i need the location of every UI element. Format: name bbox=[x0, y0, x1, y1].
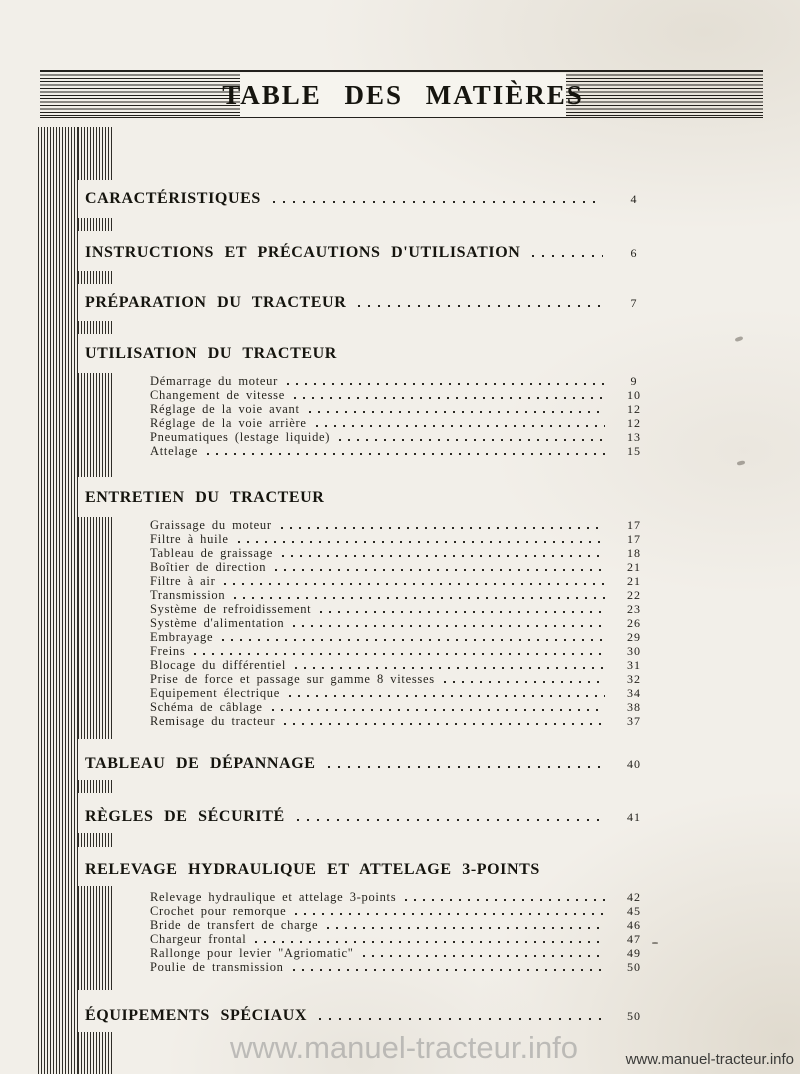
dotted-leader bbox=[319, 1018, 603, 1020]
toc-main-entry bbox=[85, 755, 655, 773]
subentry-title: Poulie de transmission bbox=[150, 960, 284, 974]
subentry-title: Blocage du différentiel bbox=[150, 658, 287, 672]
page-title-box bbox=[222, 73, 584, 117]
dotted-leader bbox=[273, 201, 603, 203]
section-title: RÈGLES DE SÉCURITÉ bbox=[85, 808, 285, 825]
dotted-leader bbox=[224, 583, 605, 585]
toc-section bbox=[85, 861, 655, 974]
dotted-leader bbox=[255, 941, 605, 943]
toc-section bbox=[85, 489, 655, 728]
dotted-leader bbox=[339, 439, 605, 441]
page-number: 26 bbox=[627, 616, 641, 630]
table-of-contents bbox=[85, 190, 655, 1025]
subentry-title: Démarrage du moteur bbox=[150, 374, 278, 388]
subentry-title: Prise de force et passage sur gamme 8 vitesses bbox=[150, 672, 435, 686]
page-number: 10 bbox=[627, 388, 641, 402]
section-title: UTILISATION DU TRACTEUR bbox=[85, 345, 337, 362]
toc-subentry bbox=[150, 714, 655, 728]
page-number: 22 bbox=[627, 588, 641, 602]
header-band bbox=[40, 70, 763, 118]
dotted-leader bbox=[284, 723, 605, 725]
subentry-title: Réglage de la voie arrière bbox=[150, 416, 307, 430]
toc-subentry bbox=[150, 960, 655, 974]
dotted-leader bbox=[328, 766, 603, 768]
page-number: 12 bbox=[627, 402, 641, 416]
dotted-leader bbox=[295, 913, 605, 915]
hatch-band-segment bbox=[78, 1032, 114, 1074]
dotted-leader bbox=[282, 555, 605, 557]
toc-subentry bbox=[150, 518, 655, 532]
subentry-title: Système de refroidissement bbox=[150, 602, 312, 616]
page-number: 34 bbox=[627, 686, 641, 700]
dotted-leader bbox=[275, 569, 605, 571]
toc-subentry bbox=[150, 686, 655, 700]
toc-subentry bbox=[150, 374, 655, 388]
subentry-title: Pneumatiques (lestage liquide) bbox=[150, 430, 331, 444]
page-number: 21 bbox=[627, 574, 641, 588]
toc-subentry bbox=[150, 560, 655, 574]
subentry-title: Rallonge pour levier "Agriomatic" bbox=[150, 946, 354, 960]
page-number: 18 bbox=[627, 546, 641, 560]
subentry-title: Bride de transfert de charge bbox=[150, 918, 319, 932]
toc-subentry bbox=[150, 588, 655, 602]
toc-section bbox=[85, 345, 655, 458]
toc-subentry bbox=[150, 918, 655, 932]
page-number: 29 bbox=[627, 630, 641, 644]
page-number: 30 bbox=[627, 644, 641, 658]
toc-subentry bbox=[150, 932, 655, 946]
subentry-title: Boîtier de direction bbox=[150, 560, 267, 574]
dotted-leader bbox=[320, 611, 605, 613]
page-number: 6 bbox=[630, 246, 638, 260]
page-number: 50 bbox=[627, 960, 641, 974]
page-number: 17 bbox=[627, 532, 641, 546]
dotted-leader bbox=[287, 383, 605, 385]
subentry-title: Attelage bbox=[150, 444, 198, 458]
scan-speck bbox=[652, 942, 658, 944]
toc-section bbox=[85, 294, 655, 312]
page-number: 37 bbox=[627, 714, 641, 728]
toc-subentry bbox=[150, 946, 655, 960]
subentry-title: Filtre à air bbox=[150, 574, 216, 588]
toc-subentry bbox=[150, 644, 655, 658]
hatch-band-segment bbox=[78, 127, 114, 180]
dotted-leader bbox=[272, 709, 605, 711]
subentry-title: Schéma de câblage bbox=[150, 700, 263, 714]
subentry-title: Système d'alimentation bbox=[150, 616, 285, 630]
subentry-title: Tableau de graissage bbox=[150, 546, 273, 560]
page-number: 17 bbox=[627, 518, 641, 532]
toc-main-entry bbox=[85, 808, 655, 826]
scan-speck bbox=[735, 336, 744, 342]
dotted-leader bbox=[238, 541, 605, 543]
page-number: 4 bbox=[630, 192, 638, 206]
toc-subentries bbox=[150, 890, 655, 974]
toc-subentry bbox=[150, 574, 655, 588]
scan-speck bbox=[737, 460, 746, 466]
dotted-leader bbox=[194, 653, 605, 655]
subentry-title: Réglage de la voie avant bbox=[150, 402, 300, 416]
toc-subentry bbox=[150, 444, 655, 458]
dotted-leader bbox=[327, 927, 605, 929]
subentry-title: Relevage hydraulique et attelage 3-points bbox=[150, 890, 397, 904]
dotted-leader bbox=[281, 527, 605, 529]
dotted-leader bbox=[294, 397, 605, 399]
dotted-leader bbox=[316, 425, 605, 427]
subentry-title: Equipement électrique bbox=[150, 686, 280, 700]
dotted-leader bbox=[297, 819, 603, 821]
page-number: 50 bbox=[627, 1009, 641, 1023]
page-number: 45 bbox=[627, 904, 641, 918]
toc-subentry bbox=[150, 388, 655, 402]
page-number: 41 bbox=[627, 810, 641, 824]
toc-subentry bbox=[150, 700, 655, 714]
section-title: TABLEAU DE DÉPANNAGE bbox=[85, 755, 316, 772]
toc-subentry bbox=[150, 402, 655, 416]
page-number: 31 bbox=[627, 658, 641, 672]
dotted-leader bbox=[358, 305, 603, 307]
page-number: 38 bbox=[627, 700, 641, 714]
subentry-title: Embrayage bbox=[150, 630, 214, 644]
watermark-corner: www.manuel-tracteur.info bbox=[625, 1051, 794, 1068]
toc-main-entry bbox=[85, 294, 655, 312]
toc-section bbox=[85, 755, 655, 773]
toc-subentry bbox=[150, 546, 655, 560]
dotted-leader bbox=[405, 899, 605, 901]
page-number: 49 bbox=[627, 946, 641, 960]
toc-main-entry bbox=[85, 489, 655, 507]
subentry-title: Freins bbox=[150, 644, 186, 658]
watermark-center: www.manuel-tracteur.info bbox=[230, 1030, 579, 1065]
page-number: 9 bbox=[630, 374, 638, 388]
dotted-leader bbox=[293, 969, 605, 971]
subentry-title: Remisage du tracteur bbox=[150, 714, 276, 728]
toc-subentry bbox=[150, 890, 655, 904]
subentry-title: Graissage du moteur bbox=[150, 518, 272, 532]
section-title: CARACTÉRISTIQUES bbox=[85, 190, 261, 207]
section-title: PRÉPARATION DU TRACTEUR bbox=[85, 294, 347, 311]
toc-main-entry bbox=[85, 244, 655, 262]
toc-subentry bbox=[150, 430, 655, 444]
page-number: 42 bbox=[627, 890, 641, 904]
subentry-title: Transmission bbox=[150, 588, 226, 602]
section-title: ENTRETIEN DU TRACTEUR bbox=[85, 489, 325, 506]
page-number: 12 bbox=[627, 416, 641, 430]
page-number: 32 bbox=[627, 672, 641, 686]
page-number: 40 bbox=[627, 757, 641, 771]
page-number: 21 bbox=[627, 560, 641, 574]
toc-section bbox=[85, 1007, 655, 1025]
toc-section bbox=[85, 244, 655, 262]
subentry-title: Filtre à huile bbox=[150, 532, 229, 546]
section-title: INSTRUCTIONS ET PRÉCAUTIONS D'UTILISATION bbox=[85, 244, 521, 261]
dotted-leader bbox=[295, 667, 605, 669]
dotted-leader bbox=[289, 695, 605, 697]
page-number: 15 bbox=[627, 444, 641, 458]
dotted-leader bbox=[309, 411, 605, 413]
toc-subentry bbox=[150, 602, 655, 616]
section-title: RELEVAGE HYDRAULIQUE ET ATTELAGE 3-POINTS bbox=[85, 861, 540, 878]
dotted-leader bbox=[444, 681, 605, 683]
dotted-leader bbox=[363, 955, 605, 957]
dotted-leader bbox=[222, 639, 605, 641]
toc-main-entry bbox=[85, 1007, 655, 1025]
toc-subentry bbox=[150, 616, 655, 630]
toc-section bbox=[85, 808, 655, 826]
section-title: ÉQUIPEMENTS SPÉCIAUX bbox=[85, 1007, 308, 1024]
toc-subentry bbox=[150, 532, 655, 546]
dotted-leader bbox=[234, 597, 605, 599]
page-number: 47 bbox=[627, 932, 641, 946]
page-number: 23 bbox=[627, 602, 641, 616]
page-title: TABLE DES MATIÈRES bbox=[222, 79, 584, 110]
toc-subentry bbox=[150, 630, 655, 644]
toc-section bbox=[85, 190, 655, 208]
toc-subentry bbox=[150, 416, 655, 430]
toc-main-entry bbox=[85, 861, 655, 879]
dotted-leader bbox=[293, 625, 605, 627]
toc-subentries bbox=[150, 374, 655, 458]
left-hatch-band bbox=[38, 127, 78, 1074]
page-number: 46 bbox=[627, 918, 641, 932]
toc-subentry bbox=[150, 904, 655, 918]
subentry-title: Changement de vitesse bbox=[150, 388, 285, 402]
subentry-title: Crochet pour remorque bbox=[150, 904, 287, 918]
toc-subentries bbox=[150, 518, 655, 728]
toc-subentry bbox=[150, 672, 655, 686]
page-number: 13 bbox=[627, 430, 641, 444]
dotted-leader bbox=[532, 255, 603, 257]
toc-main-entry bbox=[85, 345, 655, 363]
page-number: 7 bbox=[630, 296, 638, 310]
toc-subentry bbox=[150, 658, 655, 672]
toc-main-entry bbox=[85, 190, 655, 208]
subentry-title: Chargeur frontal bbox=[150, 932, 247, 946]
dotted-leader bbox=[207, 453, 605, 455]
